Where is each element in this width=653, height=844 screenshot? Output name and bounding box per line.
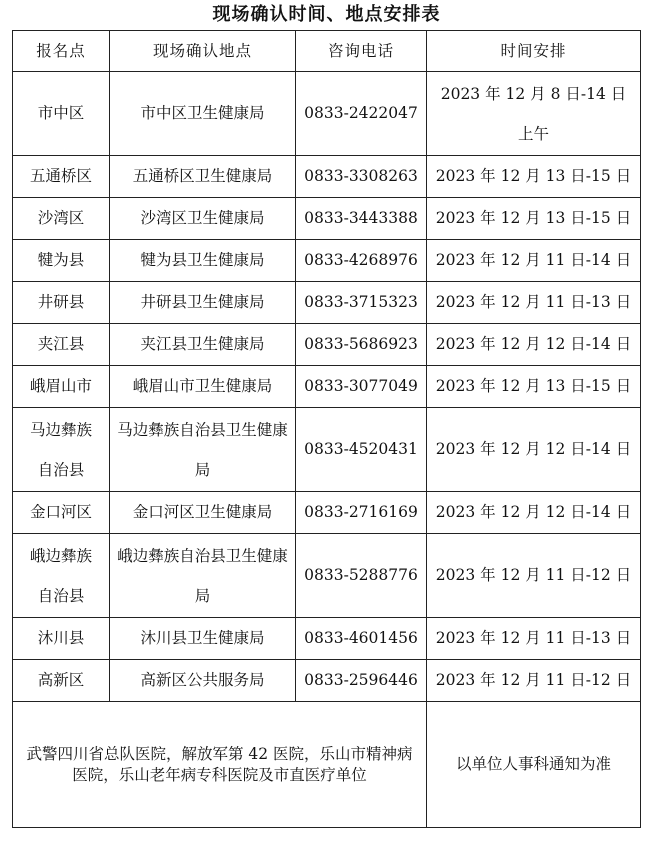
cell-phone: 0833-5686923 bbox=[296, 324, 427, 366]
table-row bbox=[13, 240, 641, 282]
table-row bbox=[13, 156, 641, 198]
table-row bbox=[13, 492, 641, 534]
table-row bbox=[13, 366, 641, 408]
cell-location: 马边彝族自治县 bbox=[13, 408, 110, 492]
header-site: 现场确认地点 bbox=[110, 31, 296, 72]
cell-site: 峨眉山市卫生健康局 bbox=[110, 366, 296, 408]
cell-location: 高新区 bbox=[13, 660, 110, 702]
cell-site: 井研县卫生健康局 bbox=[110, 282, 296, 324]
cell-site: 沙湾区卫生健康局 bbox=[110, 198, 296, 240]
table-row bbox=[13, 660, 641, 702]
cell-site: 沐川县卫生健康局 bbox=[110, 618, 296, 660]
cell-site: 金口河区卫生健康局 bbox=[110, 492, 296, 534]
cell-location: 五通桥区 bbox=[13, 156, 110, 198]
cell-location: 市中区 bbox=[13, 72, 110, 156]
table-row bbox=[13, 534, 641, 618]
cell-site: 高新区公共服务局 bbox=[110, 660, 296, 702]
cell-time: 2023 年 12 月 11 日-12 日 bbox=[427, 534, 641, 618]
cell-phone: 0833-5288776 bbox=[296, 534, 427, 618]
cell-location: 沐川县 bbox=[13, 618, 110, 660]
header-row bbox=[13, 31, 641, 72]
cell-phone: 0833-3077049 bbox=[296, 366, 427, 408]
cell-site: 犍为县卫生健康局 bbox=[110, 240, 296, 282]
cell-site: 夹江县卫生健康局 bbox=[110, 324, 296, 366]
header-phone: 咨询电话 bbox=[296, 31, 427, 72]
cell-time: 2023 年 12 月 11 日-13 日 bbox=[427, 618, 641, 660]
cell-time: 2023 年 12 月 13 日-15 日 bbox=[427, 366, 641, 408]
cell-phone: 0833-3443388 bbox=[296, 198, 427, 240]
cell-phone: 0833-4268976 bbox=[296, 240, 427, 282]
cell-location: 夹江县 bbox=[13, 324, 110, 366]
cell-time: 2023 年 12 月 12 日-14 日 bbox=[427, 324, 641, 366]
header-time: 时间安排 bbox=[427, 31, 641, 72]
cell-time: 2023 年 12 月 11 日-14 日 bbox=[427, 240, 641, 282]
cell-site: 马边彝族自治县卫生健康局 bbox=[110, 408, 296, 492]
cell-time: 2023 年 12 月 11 日-13 日 bbox=[427, 282, 641, 324]
cell-location: 沙湾区 bbox=[13, 198, 110, 240]
table-row bbox=[13, 408, 641, 492]
page-title: 现场确认时间、地点安排表 bbox=[212, 4, 441, 25]
cell-time: 2023 年 12 月 12 日-14 日 bbox=[427, 492, 641, 534]
cell-phone: 0833-2422047 bbox=[296, 72, 427, 156]
cell-time: 2023 年 12 月 12 日-14 日 bbox=[427, 408, 641, 492]
cell-location: 峨眉山市 bbox=[13, 366, 110, 408]
cell-location: 井研县 bbox=[13, 282, 110, 324]
cell-location: 峨边彝族自治县 bbox=[13, 534, 110, 618]
footer-note: 以单位人事科通知为准 bbox=[427, 702, 641, 828]
cell-time: 2023 年 12 月 13 日-15 日 bbox=[427, 156, 641, 198]
table-row bbox=[13, 198, 641, 240]
cell-site: 市中区卫生健康局 bbox=[110, 72, 296, 156]
header-location: 报名点 bbox=[13, 31, 110, 72]
cell-phone: 0833-3715323 bbox=[296, 282, 427, 324]
footer-row bbox=[13, 702, 641, 828]
cell-phone: 0833-4601456 bbox=[296, 618, 427, 660]
table-row bbox=[13, 72, 641, 156]
cell-time: 2023 年 12 月 11 日-12 日 bbox=[427, 660, 641, 702]
cell-site: 五通桥区卫生健康局 bbox=[110, 156, 296, 198]
table-row bbox=[13, 282, 641, 324]
cell-phone: 0833-4520431 bbox=[296, 408, 427, 492]
cell-phone: 0833-2716169 bbox=[296, 492, 427, 534]
cell-phone: 0833-3308263 bbox=[296, 156, 427, 198]
footer-units: 武警四川省总队医院，解放军第 42 医院，乐山市精神病医院，乐山老年病专科医院及市直医疗单位 bbox=[13, 702, 427, 828]
schedule-table bbox=[12, 30, 641, 828]
cell-site: 峨边彝族自治县卫生健康局 bbox=[110, 534, 296, 618]
cell-phone: 0833-2596446 bbox=[296, 660, 427, 702]
table-row bbox=[13, 618, 641, 660]
table-row bbox=[13, 324, 641, 366]
cell-time: 2023 年 12 月 8 日-14 日上午 bbox=[427, 72, 641, 156]
cell-location: 犍为县 bbox=[13, 240, 110, 282]
cell-location: 金口河区 bbox=[13, 492, 110, 534]
cell-time: 2023 年 12 月 13 日-15 日 bbox=[427, 198, 641, 240]
